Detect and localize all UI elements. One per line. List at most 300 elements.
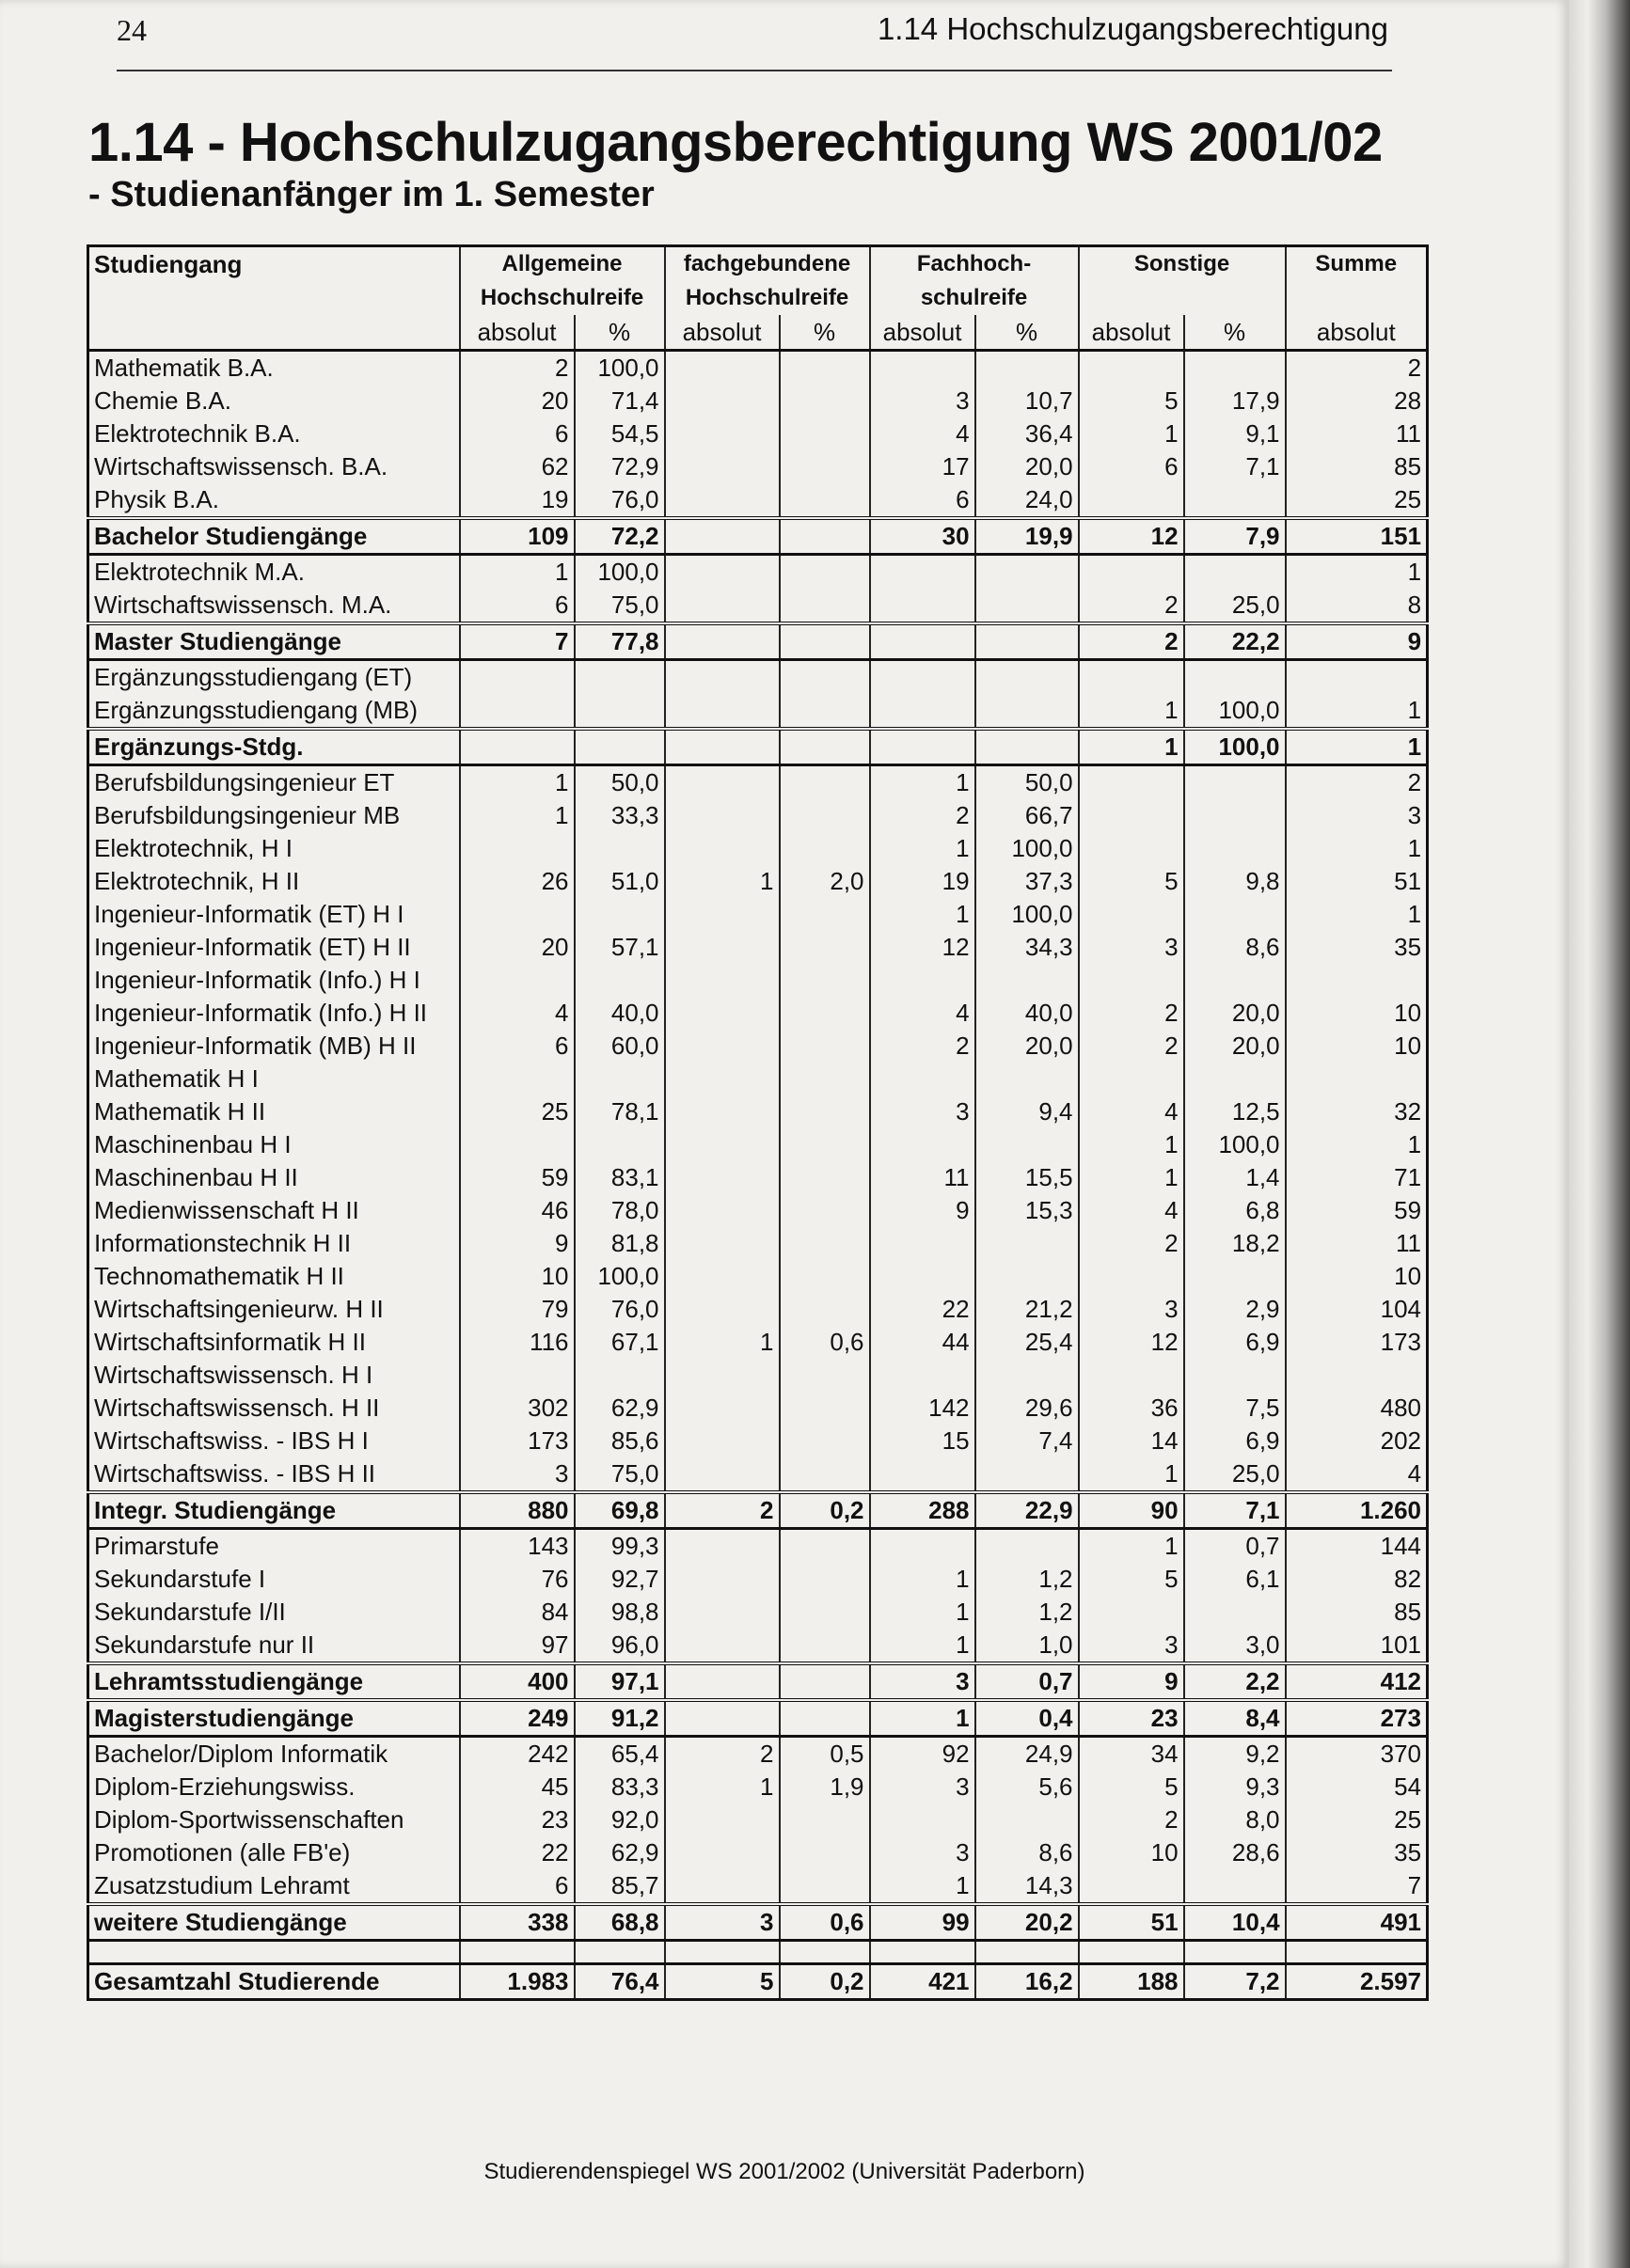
value-cell-fh-abs (870, 351, 975, 386)
value-cell-allg-abs: 338 (460, 1904, 575, 1941)
value-cell-summe-abs: 7 (1286, 1869, 1428, 1904)
value-cell-allg-pct: 71,4 (575, 385, 665, 417)
value-cell-summe-abs: 101 (1286, 1629, 1428, 1663)
value-cell-sonst-pct: 20,0 (1184, 997, 1286, 1030)
value-cell-fachgeb-abs (665, 1596, 780, 1629)
value-cell-fachgeb-abs (665, 385, 780, 417)
value-cell-fachgeb-abs (665, 694, 780, 729)
studiengang-cell: Ingenieur-Informatik (Info.) H II (88, 997, 460, 1030)
header-absolut: absolut (1286, 315, 1428, 351)
studiengang-cell: Diplom-Erziehungswiss. (88, 1771, 460, 1803)
value-cell-sonst-abs (1079, 964, 1184, 997)
studiengang-cell: Primarstufe (88, 1529, 460, 1564)
value-cell-fh-pct: 66,7 (975, 799, 1079, 832)
table-row (88, 1737, 1428, 1772)
value-cell-summe-abs: 11 (1286, 1227, 1428, 1260)
value-cell-fachgeb-pct (780, 1030, 870, 1063)
value-cell-fh-pct (975, 1457, 1079, 1492)
table-row (88, 1836, 1428, 1869)
value-cell-fh-pct (975, 1260, 1079, 1293)
table-row (88, 799, 1428, 832)
table-row (88, 1869, 1428, 1904)
value-cell-fh-pct: 10,7 (975, 385, 1079, 417)
value-cell-fh-abs: 92 (870, 1737, 975, 1772)
value-cell-summe-abs: 32 (1286, 1095, 1428, 1128)
value-cell-fachgeb-abs (665, 1293, 780, 1326)
value-cell-fh-abs: 6 (870, 483, 975, 518)
value-cell-fachgeb-pct (780, 385, 870, 417)
value-cell-summe-abs: 1 (1286, 729, 1428, 765)
value-cell-allg-pct: 92,7 (575, 1563, 665, 1596)
value-cell-sonst-abs: 10 (1079, 1836, 1184, 1869)
value-cell-fachgeb-abs (665, 1803, 780, 1836)
value-cell-sonst-pct: 8,6 (1184, 931, 1286, 964)
value-cell-summe-abs: 202 (1286, 1425, 1428, 1457)
value-cell-summe-abs: 2.597 (1286, 1964, 1428, 2000)
value-cell-summe-abs (1286, 1359, 1428, 1392)
studiengang-cell: Bachelor/Diplom Informatik (88, 1737, 460, 1772)
value-cell-fachgeb-pct (780, 1941, 870, 1964)
value-cell-fh-pct: 15,5 (975, 1161, 1079, 1194)
value-cell-fh-pct: 14,3 (975, 1869, 1079, 1904)
value-cell-fh-abs (870, 660, 975, 695)
value-cell-allg-pct: 75,0 (575, 1457, 665, 1492)
value-cell-fachgeb-abs (665, 351, 780, 386)
value-cell-allg-pct: 65,4 (575, 1737, 665, 1772)
value-cell-sonst-abs (1079, 351, 1184, 386)
value-cell-sonst-abs (1079, 1869, 1184, 1904)
value-cell-sonst-abs: 5 (1079, 1563, 1184, 1596)
value-cell-fachgeb-pct: 1,9 (780, 1771, 870, 1803)
value-cell-fh-abs (870, 1227, 975, 1260)
value-cell-allg-pct: 98,8 (575, 1596, 665, 1629)
value-cell-fachgeb-abs (665, 1457, 780, 1492)
value-cell-fh-pct: 7,4 (975, 1425, 1079, 1457)
header-rule (117, 70, 1392, 71)
value-cell-fachgeb-abs (665, 1563, 780, 1596)
table-row (88, 1260, 1428, 1293)
value-cell-fachgeb-pct: 0,2 (780, 1964, 870, 2000)
header-group-fachgebunden-l2: Hochschulreife (665, 281, 870, 315)
value-cell-fachgeb-abs (665, 729, 780, 765)
value-cell-fachgeb-abs (665, 1869, 780, 1904)
value-cell-sonst-pct: 100,0 (1184, 1128, 1286, 1161)
value-cell-fachgeb-abs (665, 765, 780, 800)
value-cell-fachgeb-pct (780, 1260, 870, 1293)
studiengang-cell: Elektrotechnik B.A. (88, 417, 460, 450)
value-cell-sonst-abs (1079, 765, 1184, 800)
value-cell-fachgeb-abs (665, 518, 780, 555)
value-cell-sonst-abs: 2 (1079, 589, 1184, 623)
studiengang-cell: Wirtschaftswissensch. H II (88, 1392, 460, 1425)
value-cell-fh-abs: 3 (870, 1771, 975, 1803)
value-cell-fh-pct (975, 351, 1079, 386)
value-cell-sonst-pct: 6,8 (1184, 1194, 1286, 1227)
studiengang-cell: Physik B.A. (88, 483, 460, 518)
value-cell-sonst-pct: 28,6 (1184, 1836, 1286, 1869)
value-cell-allg-abs: 10 (460, 1260, 575, 1293)
value-cell-fachgeb-abs (665, 483, 780, 518)
value-cell-summe-abs (1286, 1063, 1428, 1095)
header-group-allgemeine: Allgemeine (460, 246, 665, 282)
header-group-fachgebunden: fachgebundene (665, 246, 870, 282)
studiengang-cell: Ergänzungsstudiengang (ET) (88, 660, 460, 695)
value-cell-sonst-abs: 1 (1079, 1529, 1184, 1564)
studiengang-cell: Mathematik H II (88, 1095, 460, 1128)
header-studiengang: Studiengang (88, 246, 460, 316)
studiengang-cell: Diplom-Sportwissenschaften (88, 1803, 460, 1836)
value-cell-fh-abs (870, 1063, 975, 1095)
value-cell-summe-abs: 273 (1286, 1700, 1428, 1737)
value-cell-fh-abs (870, 623, 975, 660)
studiengang-cell: Berufsbildungsingenieur ET (88, 765, 460, 800)
table-row (88, 964, 1428, 997)
value-cell-sonst-abs: 1 (1079, 729, 1184, 765)
table-row (88, 898, 1428, 931)
value-cell-fachgeb-abs (665, 1529, 780, 1564)
value-cell-sonst-abs: 2 (1079, 623, 1184, 660)
value-cell-fh-pct (975, 1128, 1079, 1161)
value-cell-sonst-pct (1184, 1359, 1286, 1392)
value-cell-allg-abs (460, 1359, 575, 1392)
studiengang-cell: Ingenieur-Informatik (ET) H II (88, 931, 460, 964)
value-cell-fachgeb-pct (780, 832, 870, 865)
value-cell-sonst-pct (1184, 765, 1286, 800)
value-cell-summe-abs: 2 (1286, 351, 1428, 386)
value-cell-sonst-abs: 5 (1079, 865, 1184, 898)
studiengang-cell: Ingenieur-Informatik (MB) H II (88, 1030, 460, 1063)
value-cell-fachgeb-pct (780, 351, 870, 386)
studiengang-cell: Medienwissenschaft H II (88, 1194, 460, 1227)
value-cell-sonst-pct: 7,5 (1184, 1392, 1286, 1425)
value-cell-allg-pct: 72,2 (575, 518, 665, 555)
value-cell-sonst-abs: 4 (1079, 1194, 1184, 1227)
value-cell-sonst-pct: 22,2 (1184, 623, 1286, 660)
value-cell-sonst-abs: 12 (1079, 518, 1184, 555)
value-cell-fachgeb-abs: 1 (665, 1771, 780, 1803)
value-cell-fachgeb-pct (780, 450, 870, 483)
header-percent: % (575, 315, 665, 351)
studiengang-cell: Ingenieur-Informatik (Info.) H I (88, 964, 460, 997)
value-cell-fachgeb-pct: 0,6 (780, 1326, 870, 1359)
value-cell-allg-pct: 33,3 (575, 799, 665, 832)
value-cell-sonst-abs: 1 (1079, 1161, 1184, 1194)
value-cell-summe-abs (1286, 1941, 1428, 1964)
page-footer: Studierendenspiegel WS 2001/2002 (Universität Paderborn) (483, 2159, 1085, 2184)
value-cell-fh-pct: 1,0 (975, 1629, 1079, 1663)
value-cell-summe-abs: 1.260 (1286, 1492, 1428, 1529)
value-cell-fachgeb-abs (665, 623, 780, 660)
table-row (88, 765, 1428, 800)
value-cell-fachgeb-pct (780, 417, 870, 450)
value-cell-allg-pct: 51,0 (575, 865, 665, 898)
value-cell-fachgeb-pct (780, 518, 870, 555)
value-cell-fachgeb-pct (780, 964, 870, 997)
value-cell-sonst-pct: 100,0 (1184, 729, 1286, 765)
value-cell-allg-abs (460, 832, 575, 865)
value-cell-allg-pct (575, 1359, 665, 1392)
table-row (88, 1629, 1428, 1663)
table-row (88, 1095, 1428, 1128)
value-cell-allg-abs: 6 (460, 589, 575, 623)
value-cell-summe-abs: 54 (1286, 1771, 1428, 1803)
value-cell-fh-pct (975, 623, 1079, 660)
table-row (88, 1326, 1428, 1359)
value-cell-fh-pct (975, 1803, 1079, 1836)
value-cell-allg-pct: 72,9 (575, 450, 665, 483)
value-cell-fh-pct: 25,4 (975, 1326, 1079, 1359)
table-row (88, 1293, 1428, 1326)
value-cell-summe-abs: 480 (1286, 1392, 1428, 1425)
table-row (88, 1529, 1428, 1564)
value-cell-allg-pct: 68,8 (575, 1904, 665, 1941)
value-cell-sonst-abs: 2 (1079, 1803, 1184, 1836)
value-cell-sonst-pct: 2,9 (1184, 1293, 1286, 1326)
value-cell-allg-abs: 116 (460, 1326, 575, 1359)
value-cell-fachgeb-pct (780, 1095, 870, 1128)
value-cell-fh-abs: 1 (870, 1700, 975, 1737)
header-group-fachhochschul-l2: schulreife (870, 281, 1079, 315)
value-cell-fachgeb-abs (665, 1700, 780, 1737)
table-row (88, 1128, 1428, 1161)
studiengang-cell: Elektrotechnik, H II (88, 865, 460, 898)
value-cell-fh-abs: 3 (870, 1663, 975, 1700)
value-cell-sonst-abs: 51 (1079, 1904, 1184, 1941)
header-absolut: absolut (870, 315, 975, 351)
value-cell-sonst-abs: 3 (1079, 931, 1184, 964)
studiengang-cell: Maschinenbau H I (88, 1128, 460, 1161)
value-cell-sonst-abs: 5 (1079, 385, 1184, 417)
value-cell-sonst-pct (1184, 1941, 1286, 1964)
table-row (88, 931, 1428, 964)
value-cell-fachgeb-abs (665, 1227, 780, 1260)
value-cell-fh-pct: 24,0 (975, 483, 1079, 518)
value-cell-fh-pct: 20,0 (975, 1030, 1079, 1063)
studiengang-cell: Wirtschaftswissensch. B.A. (88, 450, 460, 483)
value-cell-sonst-pct (1184, 1869, 1286, 1904)
value-cell-sonst-pct (1184, 1596, 1286, 1629)
value-cell-summe-abs: 25 (1286, 483, 1428, 518)
value-cell-fh-pct: 16,2 (975, 1964, 1079, 2000)
studiengang-cell: Chemie B.A. (88, 385, 460, 417)
value-cell-allg-abs: 20 (460, 931, 575, 964)
studiengang-cell: Sekundarstufe I/II (88, 1596, 460, 1629)
value-cell-fachgeb-pct (780, 1529, 870, 1564)
value-cell-fh-abs (870, 1803, 975, 1836)
value-cell-fh-abs (870, 964, 975, 997)
value-cell-fh-abs: 2 (870, 1030, 975, 1063)
subtotal-row (88, 623, 1428, 660)
value-cell-fachgeb-pct (780, 1063, 870, 1095)
value-cell-fachgeb-pct (780, 1227, 870, 1260)
value-cell-allg-abs: 3 (460, 1457, 575, 1492)
table-row (88, 1563, 1428, 1596)
value-cell-allg-abs (460, 964, 575, 997)
value-cell-fh-abs: 1 (870, 1596, 975, 1629)
subtotal-row (88, 1663, 1428, 1700)
table-row (88, 832, 1428, 865)
value-cell-fachgeb-abs (665, 1161, 780, 1194)
value-cell-fh-abs: 44 (870, 1326, 975, 1359)
value-cell-summe-abs: 1 (1286, 898, 1428, 931)
value-cell-allg-abs: 1 (460, 765, 575, 800)
value-cell-sonst-pct (1184, 832, 1286, 865)
value-cell-sonst-pct (1184, 351, 1286, 386)
value-cell-allg-pct: 62,9 (575, 1836, 665, 1869)
value-cell-summe-abs: 10 (1286, 997, 1428, 1030)
value-cell-summe-abs: 412 (1286, 1663, 1428, 1700)
value-cell-fachgeb-pct (780, 1457, 870, 1492)
table-row (88, 450, 1428, 483)
value-cell-fh-abs (870, 1128, 975, 1161)
value-cell-fachgeb-pct (780, 1563, 870, 1596)
value-cell-fachgeb-pct (780, 623, 870, 660)
value-cell-fachgeb-pct (780, 1293, 870, 1326)
subtotal-row (88, 1964, 1428, 2000)
value-cell-sonst-pct: 8,4 (1184, 1700, 1286, 1737)
value-cell-fachgeb-abs (665, 1425, 780, 1457)
header-percent: % (780, 315, 870, 351)
value-cell-summe-abs: 104 (1286, 1293, 1428, 1326)
value-cell-summe-abs: 11 (1286, 417, 1428, 450)
value-cell-allg-pct: 54,5 (575, 417, 665, 450)
value-cell-fh-abs: 142 (870, 1392, 975, 1425)
value-cell-fh-abs: 421 (870, 1964, 975, 2000)
value-cell-summe-abs: 25 (1286, 1803, 1428, 1836)
value-cell-sonst-abs: 9 (1079, 1663, 1184, 1700)
value-cell-sonst-pct (1184, 898, 1286, 931)
table-header (88, 246, 1428, 351)
value-cell-sonst-abs (1079, 483, 1184, 518)
studiengang-cell: Promotionen (alle FB'e) (88, 1836, 460, 1869)
value-cell-fachgeb-abs (665, 555, 780, 590)
value-cell-allg-pct: 97,1 (575, 1663, 665, 1700)
studiengang-cell: Lehramtsstudiengänge (88, 1663, 460, 1700)
value-cell-sonst-pct: 6,9 (1184, 1326, 1286, 1359)
value-cell-sonst-abs (1079, 1260, 1184, 1293)
value-cell-allg-pct: 60,0 (575, 1030, 665, 1063)
table-row (88, 1425, 1428, 1457)
value-cell-allg-abs: 143 (460, 1529, 575, 1564)
value-cell-fh-abs: 22 (870, 1293, 975, 1326)
value-cell-summe-abs: 28 (1286, 385, 1428, 417)
studiengang-cell: Maschinenbau H II (88, 1161, 460, 1194)
value-cell-allg-abs: 880 (460, 1492, 575, 1529)
table-row (88, 865, 1428, 898)
value-cell-allg-abs (460, 898, 575, 931)
value-cell-allg-pct: 50,0 (575, 765, 665, 800)
value-cell-fachgeb-abs (665, 660, 780, 695)
value-cell-fachgeb-abs (665, 1359, 780, 1392)
value-cell-allg-abs: 6 (460, 1869, 575, 1904)
studiengang-cell: Ergänzungsstudiengang (MB) (88, 694, 460, 729)
value-cell-sonst-pct: 10,4 (1184, 1904, 1286, 1941)
value-cell-allg-abs: 25 (460, 1095, 575, 1128)
value-cell-summe-abs: 82 (1286, 1563, 1428, 1596)
value-cell-fh-abs: 1 (870, 832, 975, 865)
value-cell-summe-abs: 370 (1286, 1737, 1428, 1772)
value-cell-fh-abs (870, 589, 975, 623)
value-cell-sonst-pct: 3,0 (1184, 1629, 1286, 1663)
value-cell-sonst-abs: 2 (1079, 1030, 1184, 1063)
table-row (88, 555, 1428, 590)
value-cell-allg-pct: 96,0 (575, 1629, 665, 1663)
value-cell-sonst-pct: 100,0 (1184, 694, 1286, 729)
value-cell-allg-abs: 1 (460, 555, 575, 590)
studiengang-cell: Integr. Studiengänge (88, 1492, 460, 1529)
table-row (88, 997, 1428, 1030)
value-cell-allg-abs: 6 (460, 417, 575, 450)
value-cell-allg-pct: 100,0 (575, 1260, 665, 1293)
value-cell-fh-pct: 1,2 (975, 1596, 1079, 1629)
value-cell-fh-pct: 20,0 (975, 450, 1079, 483)
value-cell-allg-abs: 84 (460, 1596, 575, 1629)
table-row (88, 1227, 1428, 1260)
value-cell-sonst-abs (1079, 1941, 1184, 1964)
table-row (88, 1063, 1428, 1095)
subtotal-row (88, 1700, 1428, 1737)
value-cell-fachgeb-pct (780, 1663, 870, 1700)
value-cell-fachgeb-pct (780, 694, 870, 729)
header-absolut: absolut (665, 315, 780, 351)
value-cell-allg-pct: 76,0 (575, 1293, 665, 1326)
value-cell-sonst-abs (1079, 555, 1184, 590)
studiengang-cell: Mathematik H I (88, 1063, 460, 1095)
value-cell-fachgeb-pct (780, 483, 870, 518)
table-body (88, 351, 1428, 2000)
value-cell-fachgeb-abs: 3 (665, 1904, 780, 1941)
value-cell-sonst-pct: 12,5 (1184, 1095, 1286, 1128)
value-cell-fachgeb-abs (665, 832, 780, 865)
value-cell-fh-abs: 15 (870, 1425, 975, 1457)
table-row (88, 483, 1428, 518)
value-cell-allg-abs: 79 (460, 1293, 575, 1326)
value-cell-sonst-abs: 2 (1079, 1227, 1184, 1260)
value-cell-fachgeb-pct (780, 555, 870, 590)
value-cell-fh-pct (975, 964, 1079, 997)
studiengang-cell: Ingenieur-Informatik (ET) H I (88, 898, 460, 931)
header-percent: % (975, 315, 1079, 351)
value-cell-sonst-abs: 1 (1079, 1128, 1184, 1161)
value-cell-fh-pct: 20,2 (975, 1904, 1079, 1941)
value-cell-fh-abs (870, 694, 975, 729)
value-cell-fh-abs: 9 (870, 1194, 975, 1227)
value-cell-fachgeb-pct (780, 729, 870, 765)
value-cell-allg-abs: 46 (460, 1194, 575, 1227)
value-cell-sonst-abs: 36 (1079, 1392, 1184, 1425)
value-cell-fachgeb-abs (665, 799, 780, 832)
value-cell-allg-pct (575, 1941, 665, 1964)
value-cell-fh-pct: 0,4 (975, 1700, 1079, 1737)
value-cell-fachgeb-pct (780, 799, 870, 832)
studiengang-cell: Elektrotechnik M.A. (88, 555, 460, 590)
running-header (117, 9, 1388, 51)
value-cell-sonst-pct: 18,2 (1184, 1227, 1286, 1260)
studiengang-cell (88, 1941, 460, 1964)
value-cell-fh-pct (975, 1227, 1079, 1260)
value-cell-fachgeb-abs: 1 (665, 1326, 780, 1359)
value-cell-sonst-abs (1079, 832, 1184, 865)
value-cell-fh-pct (975, 1529, 1079, 1564)
value-cell-allg-abs: 1.983 (460, 1964, 575, 2000)
value-cell-allg-abs: 109 (460, 518, 575, 555)
value-cell-sonst-abs (1079, 1596, 1184, 1629)
value-cell-allg-abs (460, 1063, 575, 1095)
studiengang-cell: Mathematik B.A. (88, 351, 460, 386)
table-row (88, 1392, 1428, 1425)
value-cell-fh-abs (870, 1457, 975, 1492)
value-cell-fh-abs: 3 (870, 1095, 975, 1128)
